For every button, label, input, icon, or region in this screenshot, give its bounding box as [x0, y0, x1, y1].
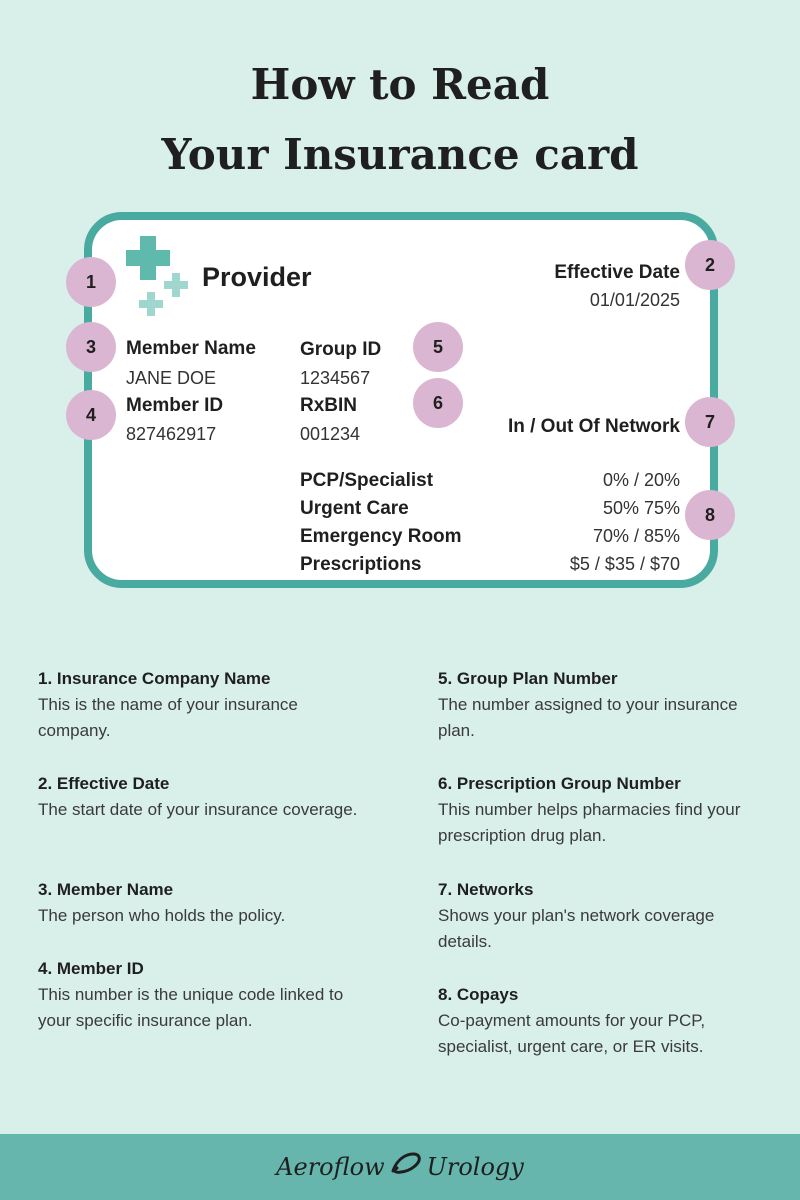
copay-label: Emergency Room	[300, 526, 462, 547]
brand-name-right: Urology	[426, 1153, 524, 1181]
guide-item-text: This is the name of your insurance company.	[38, 695, 298, 740]
copay-label: Urgent Care	[300, 498, 409, 519]
insurance-card	[84, 212, 718, 588]
provider-name: Provider	[202, 262, 312, 292]
guide-item-text: This number helps pharmacies find your prescription drug plan.	[438, 800, 741, 845]
callout-badge-1: 1	[66, 257, 116, 307]
rxbin-label: RxBIN	[300, 395, 358, 416]
guide-item-member-id	[38, 956, 368, 1034]
member-name-value: JANE DOE	[126, 368, 217, 388]
callout-badge-4: 4	[66, 390, 116, 440]
guide-item-title: 4. Member ID	[38, 959, 144, 978]
guide-item-title: 8. Copays	[438, 985, 519, 1004]
copay-value: 0% / 20%	[602, 470, 680, 490]
guide-item-text: The person who holds the policy.	[38, 906, 286, 925]
guide-item-title: 3. Member Name	[38, 880, 174, 899]
guide-item-title: 5. Group Plan Number	[438, 669, 618, 688]
network-label: In / Out Of Network	[507, 416, 680, 437]
aeroflow-swoosh-icon	[389, 1151, 423, 1183]
guide-item-text: Shows your plan's network coverage details.	[438, 906, 715, 951]
effective-date-label: Effective Date	[554, 262, 680, 283]
title-line-2: Your Insurance card	[161, 130, 639, 179]
guide-item-copays	[438, 982, 768, 1060]
guide-item-text: The start date of your insurance coverage.	[38, 800, 358, 819]
callout-badge-8: 8	[685, 490, 735, 540]
member-name-label: Member Name	[126, 338, 256, 359]
copay-label: PCP/Specialist	[300, 470, 434, 491]
guide-item-title: 6. Prescription Group Number	[438, 774, 681, 793]
brand-name-left: Aeroflow	[276, 1153, 385, 1181]
callout-badge-3: 3	[66, 322, 116, 372]
guide-item-title: 7. Networks	[438, 880, 534, 899]
guide-item-effective-date	[38, 771, 368, 823]
group-id-value: 1234567	[300, 368, 371, 388]
guide-item-title: 2. Effective Date	[38, 774, 170, 793]
guide-item-text: The number assigned to your insurance plan.	[438, 695, 738, 740]
footer-banner	[0, 1134, 800, 1200]
page-title	[0, 50, 800, 190]
copay-label: Prescriptions	[300, 554, 422, 575]
guide-item-group-plan	[438, 666, 768, 744]
guide-item-member-name	[38, 877, 368, 929]
callout-badge-5: 5	[413, 322, 463, 372]
brand-logo	[276, 1151, 524, 1183]
effective-date-value: 01/01/2025	[589, 290, 680, 310]
guide-item-text: This number is the unique code linked to your specific insurance plan.	[38, 985, 344, 1030]
guide-item-insurance-company	[38, 666, 368, 744]
copay-value: 70% / 85%	[592, 526, 680, 546]
medical-cross-logo-icon	[126, 236, 192, 316]
guide-item-text: Co-payment amounts for your PCP, specialist, urgent care, or ER visits.	[438, 1011, 706, 1056]
member-id-value: 827462917	[126, 424, 217, 444]
group-id-label: Group ID	[300, 339, 382, 360]
callout-badge-7: 7	[685, 397, 735, 447]
guide-item-prescription-group	[438, 771, 768, 849]
copay-value: 50% 75%	[602, 498, 680, 518]
guide-item-networks	[438, 877, 768, 955]
guide-item-title: 1. Insurance Company Name	[38, 669, 271, 688]
callout-badge-6: 6	[413, 378, 463, 428]
callout-badge-2: 2	[685, 240, 735, 290]
member-id-label: Member ID	[126, 395, 224, 416]
copay-value: $5 / $35 / $70	[569, 554, 680, 574]
title-line-1: How to Read	[250, 60, 550, 109]
rxbin-value: 001234	[300, 424, 361, 444]
